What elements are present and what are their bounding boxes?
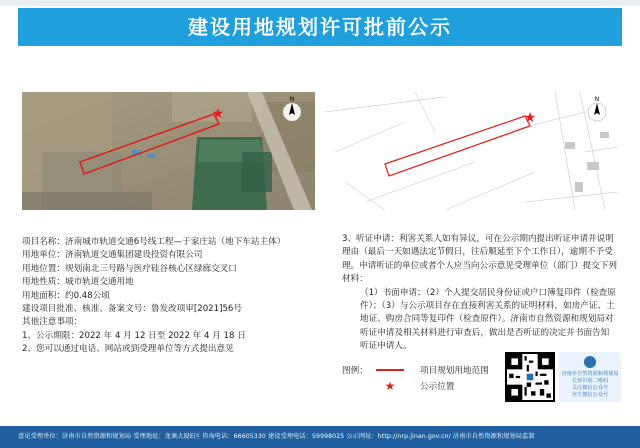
svg-text:N: N <box>594 96 600 103</box>
top-band <box>0 0 640 6</box>
card-text-1: 长按识别二维码 <box>571 378 609 384</box>
land-nature: 用地性质：城市轨道交通用地 <box>22 277 134 288</box>
hearing-paragraph-1: 3、听证申请：利害关系人如有异议，可在公示期内提出听证申请并说明理由（最后一天如遇法定节假日，往后顺延至下个工作日），逾期不予受理。申请听证的单位或者个人应当向公示意见受理单位（部门）提交下列材料： <box>342 234 618 285</box>
card-text-2: 关注微信公众号 <box>571 385 609 391</box>
topographic-map <box>325 92 618 210</box>
page-title: 建设用地规划许可批前公示 <box>18 8 622 46</box>
card-org: 济南市自然资源和规划局 <box>561 371 619 377</box>
legend <box>342 362 489 394</box>
legend-star-text: 公示位置 <box>420 382 455 392</box>
boundary-line-icon <box>376 369 404 371</box>
legend-boundary-text: 项目规划用地范围 <box>420 366 489 376</box>
qr-area <box>505 352 623 408</box>
satellite-map <box>22 92 315 210</box>
bureau-logo-icon <box>584 356 596 368</box>
land-location: 用地位置：规划南北三号路与医疗硅谷核心区绿廊交叉口 <box>22 263 237 274</box>
qr-code-icon[interactable] <box>505 352 555 402</box>
hearing-paragraph-2: （1）书面申请；（2）个人提交居民身份证或户口簿复印件（检查原件）；（3）与公示项目存在直接利害关系的证明材料，如房产证、土地证、购房合同等复印件（检查原件）。济南市自然资源和规划局对听证申请及相关材料进行审查后，做出是否听证的决定并书面告知听证申请人。 <box>360 287 616 352</box>
footer: 意见受理单位：济南市自然资源和规划局 受理地址：龙奥大厦E区 咨询电话：66605330 建设受理电话：59998025 公示网址：http://nrp.jinan.gov.cn/ 济南市自然资源和规划局监制 <box>0 426 640 448</box>
land-area: 用地面积：约0.48公顷 <box>22 290 110 301</box>
hearing-info <box>342 233 617 354</box>
wechat-card <box>559 352 621 402</box>
notes-heading: 其他注意事项： <box>22 317 83 328</box>
project-name: 项目名称：济南城市轨道交通6号线工程—于家庄站（地下车站主体） <box>22 237 286 247</box>
notice-period: 1、公示期限：2022 年 4 月 12 日至 2022 年 4 月 18 日 <box>22 330 246 341</box>
feedback-method: 2、您可以通过电话、网站或到受理单位等方式提出意见 <box>22 344 234 355</box>
svg-text:★: ★ <box>523 110 537 126</box>
project-info <box>22 236 322 357</box>
svg-text:★: ★ <box>211 106 225 122</box>
card-text-3: 官方微信公众号 <box>571 392 609 398</box>
star-icon: ★ <box>384 379 396 393</box>
approval-number: 建设项目批准、核准、备案文号：鲁发改项审[2021]56号 <box>22 304 242 315</box>
legend-label: 图例： <box>342 366 368 376</box>
svg-text:N: N <box>289 96 295 103</box>
applicant: 用地单位：济南轨道交通集团建设投资有限公司 <box>22 250 203 261</box>
